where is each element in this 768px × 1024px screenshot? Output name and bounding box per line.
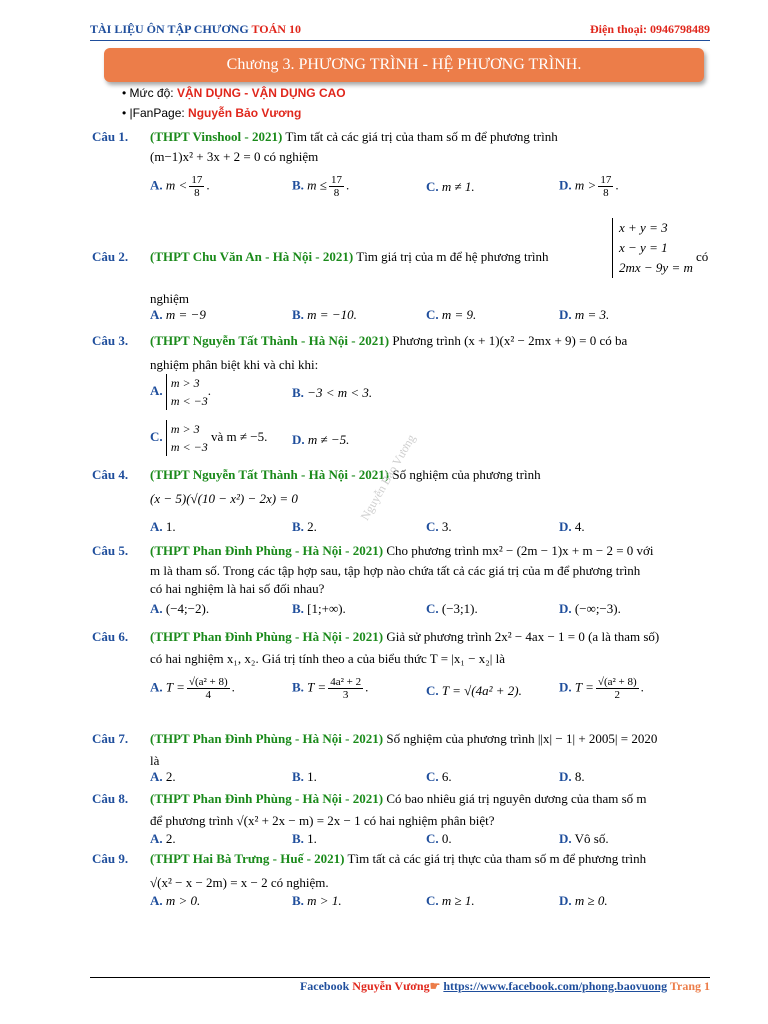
option-b[interactable]: B. m ≤ $\frac{17}{8}$ . bbox=[292, 174, 350, 199]
pointer-icon: ☛ bbox=[429, 979, 441, 993]
option-d[interactable]: D. m = 3. bbox=[559, 307, 610, 322]
option-d[interactable]: D. (−∞;−3). bbox=[559, 601, 621, 616]
option-d[interactable]: D. m > $\frac{17}{8}$ . bbox=[559, 174, 619, 199]
header-title: TÀI LIỆU ÔN TẬP CHƯƠNG TOÁN 10 bbox=[90, 22, 301, 36]
question-9: Câu 9. (THPT Hai Bà Trưng - Huế - 2021) Tìm tất cả các giá trị thực của tham số m để phương trình √(x² − x − 2m) = x − 2 có nghiệm. A. m > 0. B. m > 1. C. m ≥ 1. D. m ≥ 0. bbox=[92, 851, 647, 908]
header-subject: TOÁN 10 bbox=[251, 22, 301, 36]
watermark: Nguyễn Bảo Vương bbox=[357, 431, 419, 523]
footer-divider bbox=[90, 977, 710, 978]
question-5: Câu 5. (THPT Phan Đình Phùng - Hà Nội - 2021) Cho phương trình mx² − (2m − 1)x + m − 2 = 0 với m là tham số. Trong các tập hợp sau, tập hợp nào chứa tất cả các giá trị của m để phương trình có hai nghiệm là hai số đối nhau? A. (−4;−2). B. [1;+∞). C. (−3;1). D. (−∞;−3). bbox=[92, 543, 654, 616]
question-3: Câu 3. (THPT Nguyễn Tất Thành - Hà Nội - 2021) Phương trình (x + 1)(x² − 2mx + 9) = 0 có ba nghiệm phân biệt khi và chỉ khi: A. m > 3 m < −3 . B. −3 < m < 3. C. m > 3 m < −3 và m ≠ −5. D. m ≠ −5. bbox=[92, 333, 628, 454]
option-d[interactable]: D. 4. bbox=[559, 519, 585, 534]
footer-author: Nguyễn Vương bbox=[352, 979, 430, 993]
option-d[interactable]: D. m ≥ 0. bbox=[559, 893, 608, 908]
option-a[interactable]: A. m = −9 bbox=[150, 307, 206, 322]
option-c[interactable]: C. m ≠ 1. bbox=[426, 179, 475, 194]
option-d[interactable]: D. m ≠ −5. bbox=[292, 432, 350, 447]
question-7: Câu 7. (THPT Phan Đình Phùng - Hà Nội - 2021) Số nghiệm của phương trình ||x| − 1| + 2005| = 2020 là A. 2. B. 1. C. 6. D. 8. bbox=[92, 731, 658, 784]
question-1: Câu 1. (THPT Vinshool - 2021) Tìm tất cả các giá trị của tham số m để phương trình (m−1)x² + 3x + 2 = 0 có nghiệm A. m < $\frac{17}{8}$ . B. m ≤ $\frac{17}{8}$ . C. m ≠ 1. D. m > $\frac{17}{8}$ . bbox=[92, 129, 619, 199]
option-a[interactable]: A. m < $\frac{17}{8}$ . bbox=[150, 174, 210, 199]
option-b[interactable]: B. [1;+∞). bbox=[292, 601, 346, 616]
option-c[interactable]: C. 6. bbox=[426, 769, 452, 784]
option-b[interactable]: B. 1. bbox=[292, 831, 317, 846]
option-b[interactable]: B. m > 1. bbox=[292, 893, 342, 908]
fanpage-name: Nguyễn Bảo Vương bbox=[188, 106, 302, 120]
option-c[interactable]: C. 3. bbox=[426, 519, 452, 534]
option-a[interactable]: A. m > 3 m < −3 . bbox=[150, 376, 212, 408]
chapter-banner: Chương 3. PHƯƠNG TRÌNH - HỆ PHƯƠNG TRÌNH. bbox=[104, 48, 704, 82]
question-6: Câu 6. (THPT Phan Đình Phùng - Hà Nội - 2021) Giả sử phương trình 2x² − 4ax − 1 = 0 (a là tham số) có hai nghiệm x₁, x₂. Giá trị tính theo a của biểu thức T = |x₁ − x₂| là A. T = $\frac{\text{√(a² + 8)}}{4}$ . B. T = $\frac{\text{4a² + 2}}{3}$ . C. T = √(4a² + 2). D. T = $\frac{\text{√(a² + 8)}}{2}$ . bbox=[92, 629, 660, 701]
option-b[interactable]: B. −3 < m < 3. bbox=[292, 385, 373, 400]
header-divider bbox=[90, 40, 710, 41]
option-d[interactable]: D. 8. bbox=[559, 769, 585, 784]
option-c[interactable]: C. 0. bbox=[426, 831, 452, 846]
option-d[interactable]: D. T = $\frac{\text{√(a² + 8)}}{2}$ . bbox=[559, 676, 644, 701]
level-line: • Mức độ: VẬN DỤNG - VẬN DỤNG CAO bbox=[122, 86, 346, 100]
option-a[interactable]: A. m > 0. bbox=[150, 893, 201, 908]
option-a[interactable]: A. 2. bbox=[150, 831, 176, 846]
option-c[interactable]: C. T = √(4a² + 2). bbox=[426, 683, 522, 698]
page-number: Trang 1 bbox=[669, 979, 710, 993]
question-8: Câu 8. (THPT Phan Đình Phùng - Hà Nội - 2021) Có bao nhiêu giá trị nguyên dương của tham số m để phương trình √(x² + 2x − m) = 2x − 1 có hai nghiệm phân biệt? A. 2. B. 1. C. 0. D. Vô số. bbox=[92, 791, 647, 846]
option-c[interactable]: C. m ≥ 1. bbox=[426, 893, 475, 908]
fanpage-line: • |FanPage: Nguyễn Bảo Vương bbox=[122, 106, 302, 120]
footer: Facebook Nguyễn Vương☛ https://www.facebook.com/phong.baovuong Trang 1 bbox=[299, 979, 710, 993]
equation-system: x + y = 3 x − y = 1 2mx − 9y = m bbox=[612, 218, 693, 278]
option-a[interactable]: A. T = $\frac{\text{√(a² + 8)}}{4}$ . bbox=[150, 676, 235, 701]
header-phone: Điện thoại: 0946798489 bbox=[590, 22, 710, 36]
option-a[interactable]: A. (−4;−2). bbox=[150, 601, 210, 616]
option-c[interactable]: C. m = 9. bbox=[426, 307, 477, 322]
option-d[interactable]: D. Vô số. bbox=[559, 831, 609, 846]
question-2: Câu 2. (THPT Chu Văn An - Hà Nội - 2021) Tìm giá trị của m để hệ phương trình x + y = 3 x − y = 1 2mx − 9y = m có nghiệm A. m = −9 B. m = −10. C. m = 9. D. m = 3. bbox=[92, 220, 709, 322]
option-c[interactable]: C. (−3;1). bbox=[426, 601, 478, 616]
option-b[interactable]: B. m = −10. bbox=[292, 307, 357, 322]
option-a[interactable]: A. 1. bbox=[150, 519, 176, 534]
option-b[interactable]: B. 1. bbox=[292, 769, 317, 784]
facebook-link[interactable]: https://www.facebook.com/phong.baovuong bbox=[443, 979, 668, 993]
option-b[interactable]: B. T = $\frac{\text{4a² + 2}}{3}$ . bbox=[292, 676, 369, 701]
level-value: VẬN DỤNG - VẬN DỤNG CAO bbox=[176, 86, 346, 100]
option-b[interactable]: B. 2. bbox=[292, 519, 317, 534]
option-c[interactable]: C. m > 3 m < −3 và m ≠ −5. bbox=[150, 422, 268, 454]
question-4: Câu 4. (THPT Nguyễn Tất Thành - Hà Nội - 2021) Số nghiệm của phương trình (x − 5)(√(10 − x²) − 2x) = 0 A. 1. B. 2. C. 3. D. 4. bbox=[92, 467, 585, 534]
option-a[interactable]: A. 2. bbox=[150, 769, 176, 784]
